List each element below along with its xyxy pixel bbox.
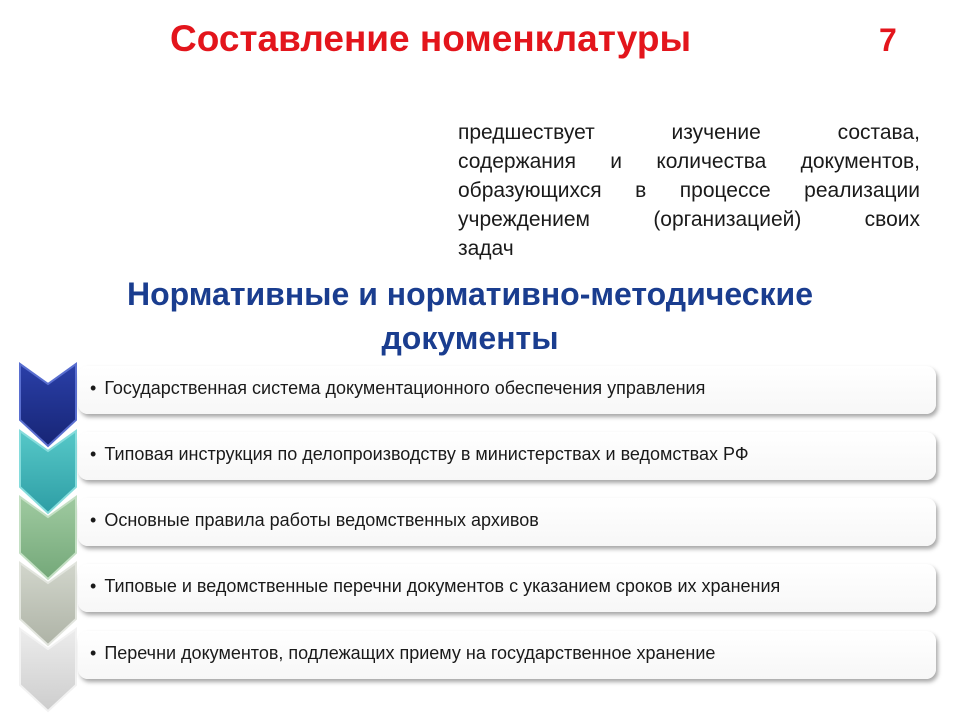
bullet-icon: •	[90, 444, 97, 464]
bullet-icon: •	[90, 378, 97, 398]
bullet-icon: •	[90, 510, 97, 530]
list-item	[78, 631, 936, 679]
list-item-text: Государственная система документационного обеспечения управления	[104, 378, 706, 398]
page-number: 7	[879, 22, 897, 58]
list-item-text: Типовая инструкция по делопроизводству в министерствах и ведомствах РФ	[104, 444, 749, 464]
intro-line: содержания и количества документов,	[458, 150, 920, 173]
intro-line: учреждением (организацией) своих	[458, 208, 920, 231]
intro-paragraph	[458, 118, 920, 263]
intro-line: предшествует изучение состава,	[458, 121, 920, 144]
list-item-text: Типовые и ведомственные перечни документов с указанием сроков их хранения	[104, 576, 781, 596]
slide-title: Составление номенклатуры	[170, 18, 692, 59]
list-item-text: Перечни документов, подлежащих приему на государственное хранение	[104, 643, 716, 663]
bullet-icon: •	[90, 643, 97, 663]
bullet-icon: •	[90, 576, 97, 596]
list-item	[78, 366, 936, 414]
intro-line: задач	[458, 237, 514, 260]
list-item	[78, 564, 936, 612]
list-item	[78, 498, 936, 546]
section-heading	[40, 272, 900, 360]
chevron-arrow-5	[18, 627, 78, 713]
section-heading-line: Нормативные и нормативно-методические	[127, 276, 813, 312]
intro-line: образующихся в процессе реализации	[458, 179, 920, 202]
list-item-text: Основные правила работы ведомственных архивов	[104, 510, 539, 530]
list-item	[78, 432, 936, 480]
section-heading-line: документы	[381, 320, 559, 356]
